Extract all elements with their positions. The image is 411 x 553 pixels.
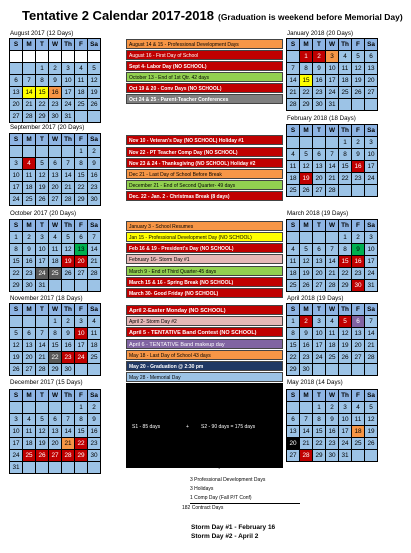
calendar-jan: S M T W Th F Sa 1 2 3 4 5 6 7 8 9 10 11 12 13 14 15 16 17 18 19 20 21 22 23 24 25 26 27 28 29 30 31 <box>286 38 378 111</box>
summary-row: 1 Comp Day (Fall P/T Conf) <box>190 494 300 504</box>
calendar-mar: S M T W Th F Sa 1 2 3 4 5 6 7 8 9 10 11 12 13 14 15 16 17 18 19 20 21 22 23 24 25 26 27 28 29 30 31 <box>286 219 378 292</box>
calendar-apr: S M T W Th F Sa 1 2 3 4 5 6 7 8 9 10 11 12 13 14 15 16 17 18 19 20 21 22 23 24 25 26 27 28 29 30 <box>286 303 378 376</box>
event-sep4: Sept 4- Labor Day (NO SCHOOL) <box>126 61 283 71</box>
event-aug14: August 14 & 15 - Professional Development Days <box>126 39 283 49</box>
event-jan15: Jan 15 - Professional Development Day (NO SCHOOL) <box>126 232 283 242</box>
semester-summary-box <box>126 383 283 468</box>
contract-summary <box>180 463 300 513</box>
month-header-oct: October 2017 (20 Days) <box>10 210 77 217</box>
event-memorial: May 28 - Memorial Day <box>126 372 283 382</box>
event-aug16: August 16 - First Day of School <box>126 50 283 60</box>
month-header-mar: March 2018 (19 Days) <box>287 210 349 217</box>
plus-sign: + <box>186 424 189 430</box>
calendar-may: S M T W Th F Sa 1 2 3 4 5 6 7 8 9 10 11 12 13 14 15 16 17 18 19 20 21 22 23 24 25 26 27 28 29 30 31 <box>286 389 378 462</box>
summary-row: 175 Contract Days <box>182 464 224 470</box>
subtitle-text: (Graduation is weekend before Memorial Day) <box>217 12 403 22</box>
title-text: Tentative 2 Calendar 2017-2018 <box>22 8 214 23</box>
event-apr5: April 5 - TENTATIVE Band Contest (NO SCHOOL) <box>126 327 283 337</box>
storm-day-1: Storm Day #1 - February 16 <box>191 524 276 531</box>
calendar-feb: S M T W Th F Sa 1 2 3 4 5 6 7 8 9 10 11 12 13 14 15 16 17 18 19 20 21 22 23 24 25 26 27 28 <box>286 124 378 197</box>
calendar-aug: S M T W Th F Sa 1 2 3 4 5 6 7 8 9 10 11 12 13 14 15 16 17 18 19 20 21 22 23 24 25 26 27 28 29 30 31 <box>9 38 101 123</box>
month-header-sep: September 2017 (20 Days) <box>10 124 85 131</box>
month-header-aug: August 2017 (12 Days) <box>10 30 74 37</box>
event-mar30: March 30- Good Friday (NO SCHOOL) <box>126 288 283 298</box>
event-jan3: January 3 - School Resumes <box>126 221 283 231</box>
event-oct24: Oct 24 & 25 - Parent-Teacher Conferences <box>126 94 283 104</box>
event-graduation: May 20 - Graduation @ 2:30 pm <box>126 361 283 371</box>
event-apr6: April 6 - TENTATIVE Band makeup day <box>126 339 283 349</box>
event-nov23: Nov 23 & 24 - Thanksgiving (NO SCHOOL) Holiday #2 <box>126 158 283 168</box>
event-nov22: Nov 22 - PT Teacher Comp Day (NO SCHOOL) <box>126 147 283 157</box>
event-christmas: Dec. 22 - Jan. 2 - Christmas Break (8 days) <box>126 191 283 201</box>
month-header-dec: December 2017 (15 Days) <box>10 379 83 386</box>
semester1-days: S1 - 85 days <box>132 424 161 430</box>
calendar-dec: S M T W Th F Sa 1 2 3 4 5 6 7 8 9 10 11 12 13 14 15 16 17 18 19 20 21 22 23 24 25 26 27 28 29 30 31 <box>9 389 101 474</box>
month-header-nov: November 2017 (18 Days) <box>10 295 83 302</box>
summary-row: 3 Holidays <box>190 486 214 492</box>
event-may18: May 18 - Last Day of School 43 days <box>126 350 283 360</box>
month-header-jan: January 2018 (20 Days) <box>287 30 354 37</box>
event-oct13: October 13 - End of 1st Qtr. 42 days <box>126 72 283 82</box>
event-dec21: Dec 21 - Last Day of School Before Break <box>126 169 283 179</box>
event-storm2: April 2- Storm Day #2 <box>126 316 283 326</box>
month-header-may: May 2018 (14 Days) <box>287 379 343 386</box>
event-oct19: Oct 19 & 20 - Conv Days (NO SCHOOL) <box>126 83 283 93</box>
calendar-sep: S M T W Th F Sa 1 2 3 4 5 6 7 8 9 10 11 12 13 14 15 16 17 18 19 20 21 22 23 24 25 26 27 28 29 30 <box>9 133 101 206</box>
calendar-nov: S M T W Th F Sa 1 2 3 4 5 6 7 8 9 10 11 12 13 14 15 16 17 18 19 20 21 22 23 24 25 26 27 28 29 30 <box>9 303 101 376</box>
event-apr2: April 2-Easter Monday (NO SCHOOL) <box>126 305 283 315</box>
semester2-days: S2 - 90 days = 175 days <box>201 424 256 430</box>
event-mar9: March 9 - End of Third Quarter-45 days <box>126 266 283 276</box>
month-header-feb: February 2018 (18 Days) <box>287 115 356 122</box>
storm-days <box>191 523 275 541</box>
event-nov10: Nov 10 - Veteran's Day (NO SCHOOL) Holiday #1 <box>126 135 283 145</box>
event-feb16: Feb 16 & 19 - President's Day (NO SCHOOL) <box>126 243 283 253</box>
event-storm1: February 16- Storm Day #1 <box>126 254 283 264</box>
event-dec21-quarter: December 21 - End of Second Quarter- 49 days <box>126 180 283 190</box>
page-title <box>22 8 403 23</box>
event-mar15: March 15 & 16 - Spring Break (NO SCHOOL) <box>126 277 283 287</box>
summary-row: 182 Contract Days <box>182 505 224 511</box>
calendar-oct: S M T W Th F Sa 1 2 3 4 5 6 7 8 9 10 11 12 13 14 15 16 17 18 19 20 21 22 23 24 25 26 27 28 29 30 31 <box>9 219 101 292</box>
summary-row: 3 Professional Development Days <box>190 477 266 483</box>
month-header-apr: April 2018 (19 Days) <box>287 295 344 302</box>
storm-day-2: Storm Day #2 - April 2 <box>191 533 259 540</box>
